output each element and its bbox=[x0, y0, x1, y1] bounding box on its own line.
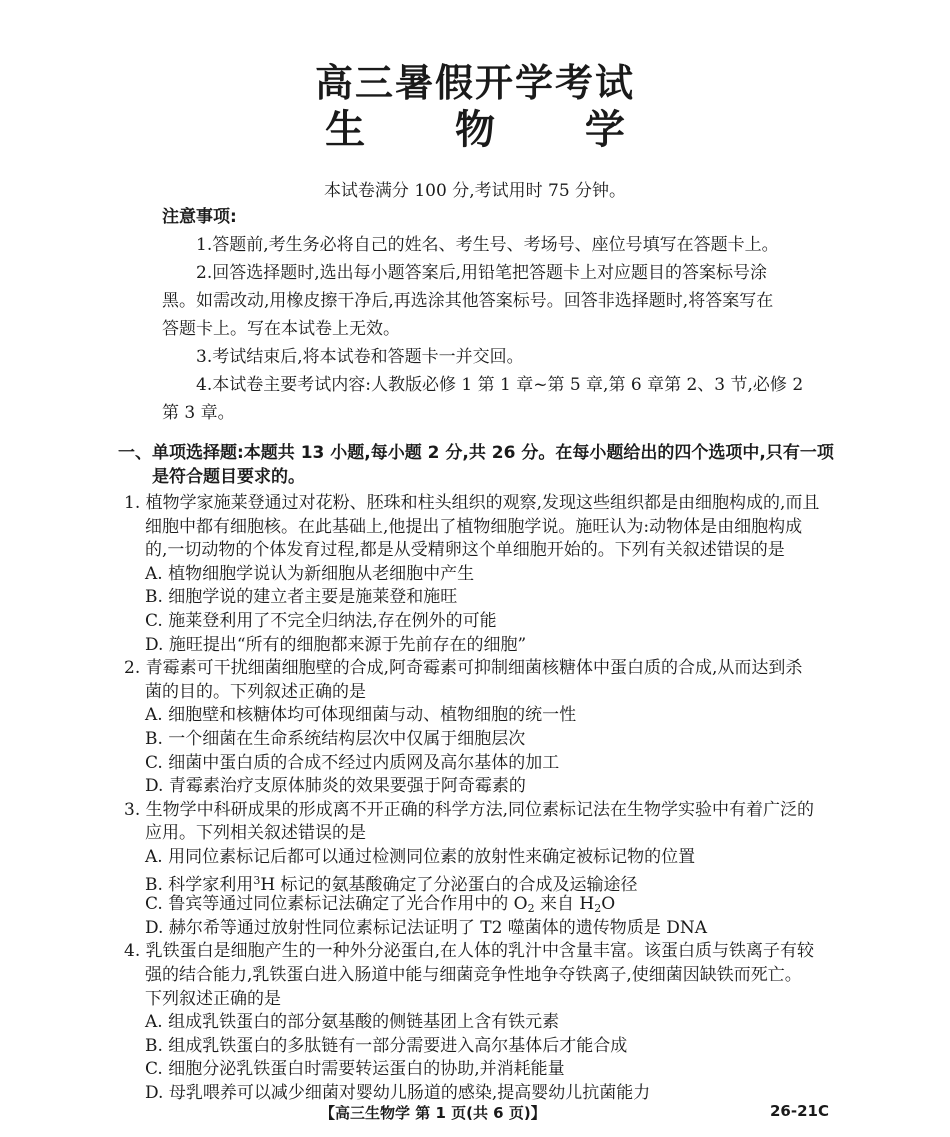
isotope-superscript: 3 bbox=[253, 873, 261, 887]
notice-line: 4.本试卷主要考试内容:人教版必修 1 第 1 章~第 5 章,第 6 章第 2、3 节,必修 2 bbox=[196, 375, 804, 395]
question-stem: 3. 生物学中科研成果的形成离不开正确的科学方法,同位素标记法在生物学实验中有着广泛的 bbox=[124, 799, 815, 820]
question-stem: 应用。下列相关叙述错误的是 bbox=[145, 823, 366, 844]
subscript: 2 bbox=[527, 902, 535, 916]
option-text: H 标记的氨基酸确定了分泌蛋白的合成及运输途径 bbox=[260, 874, 638, 895]
question-stem: 下列叙述正确的是 bbox=[145, 988, 281, 1009]
option: A. 用同位素标记后都可以通过检测同位素的放射性来确定被标记物的位置 bbox=[145, 847, 696, 867]
option-text: 来自 H bbox=[534, 894, 595, 915]
option: C. 施莱登利用了不完全归纳法,存在例外的可能 bbox=[145, 611, 497, 631]
notice-line: 黑。如需改动,用橡皮擦干净后,再选涂其他答案标号。回答非选择题时,将答案写在 bbox=[162, 291, 774, 311]
question-stem: 的,一切动物的个体发育过程,都是从受精卵这个单细胞开始的。下列有关叙述错误的是 bbox=[145, 540, 785, 561]
question-stem: 2. 青霉素可干扰细菌细胞壁的合成,阿奇霉素可抑制细菌核糖体中蛋白质的合成,从而达到杀 bbox=[124, 658, 803, 679]
subject-title: 生 物 学 bbox=[325, 107, 663, 153]
section-heading-cont: 是符合题目要求的。 bbox=[152, 467, 305, 487]
option: A. 细胞壁和核糖体均可体现细菌与动、植物细胞的统一性 bbox=[145, 705, 577, 726]
notice-line: 1.答题前,考生务必将自己的姓名、考生号、考场号、座位号填写在答题卡上。 bbox=[196, 235, 779, 255]
option: D. 青霉素治疗支原体肺炎的效果要强于阿奇霉素的 bbox=[145, 776, 526, 797]
option: C. 细胞分泌乳铁蛋白时需要转运蛋白的协助,并消耗能量 bbox=[145, 1059, 565, 1080]
option: C. 细菌中蛋白质的合成不经过内质网及高尔基体的加工 bbox=[145, 752, 560, 773]
question-stem: 细胞中都有细胞核。在此基础上,他提出了植物细胞学说。施旺认为:动物体是由细胞构成 bbox=[145, 516, 803, 537]
subscript: 2 bbox=[594, 902, 602, 916]
question-stem: 菌的目的。下列叙述正确的是 bbox=[145, 681, 366, 702]
question-stem: 1. 植物学家施莱登通过对花粉、胚珠和柱头组织的观察,发现这些组织都是由细胞构成的,而且 bbox=[124, 493, 820, 513]
exam-title: 高三暑假开学考试 bbox=[314, 61, 635, 105]
option: D. 赫尔希等通过放射性同位素标记法证明了 T2 噬菌体的遗传物质是 DNA bbox=[145, 917, 707, 938]
notice-line: 答题卡上。写在本试卷上无效。 bbox=[162, 319, 400, 339]
notice-line: 第 3 章。 bbox=[162, 403, 235, 423]
notice-line: 3.考试结束后,将本试卷和答题卡一并交回。 bbox=[196, 347, 524, 367]
option: B. 细胞学说的建立者主要是施莱登和施旺 bbox=[145, 587, 458, 608]
notice-line: 2.回答选择题时,选出每小题答案后,用铅笔把答题卡上对应题目的答案标号涂 bbox=[196, 263, 768, 283]
option: D. 母乳喂养可以减少细菌对婴幼儿肠道的感染,提高婴幼儿抗菌能力 bbox=[145, 1083, 651, 1103]
paper-code: 26-21C bbox=[770, 1102, 829, 1120]
option-text: B. 科学家利用 bbox=[145, 874, 254, 895]
exam-meta: 本试卷满分 100 分,考试用时 75 分钟。 bbox=[323, 181, 627, 201]
option: B. 一个细菌在生命系统结构层次中仅属于细胞层次 bbox=[145, 729, 526, 749]
notice-heading: 注意事项: bbox=[162, 207, 237, 227]
option: B. 组成乳铁蛋白的多肽链有一部分需要进入高尔基体后才能合成 bbox=[145, 1035, 628, 1056]
option-text: C. 鲁宾等通过同位素标记法确定了光合作用中的 O bbox=[145, 894, 528, 915]
option-text: O bbox=[601, 894, 616, 915]
option: A. 组成乳铁蛋白的部分氨基酸的侧链基团上含有铁元素 bbox=[145, 1012, 560, 1033]
question-stem: 强的结合能力,乳铁蛋白进入肠道中能与细菌竞争性地争夺铁离子,使细菌因缺铁而死亡。 bbox=[145, 965, 802, 985]
section-heading: 一、单项选择题:本题共 13 小题,每小题 2 分,共 26 分。在每小题给出的四个选项中,只有一项 bbox=[118, 443, 834, 463]
page-info: 【高三生物学 第 1 页(共 6 页)】 bbox=[320, 1104, 546, 1122]
option: D. 施旺提出“所有的细胞都来源于先前存在的细胞” bbox=[145, 634, 527, 655]
option: A. 植物细胞学说认为新细胞从老细胞中产生 bbox=[145, 563, 475, 584]
question-stem: 4. 乳铁蛋白是细胞产生的一种外分泌蛋白,在人体的乳汁中含量丰富。该蛋白质与铁离子有较 bbox=[124, 941, 815, 962]
